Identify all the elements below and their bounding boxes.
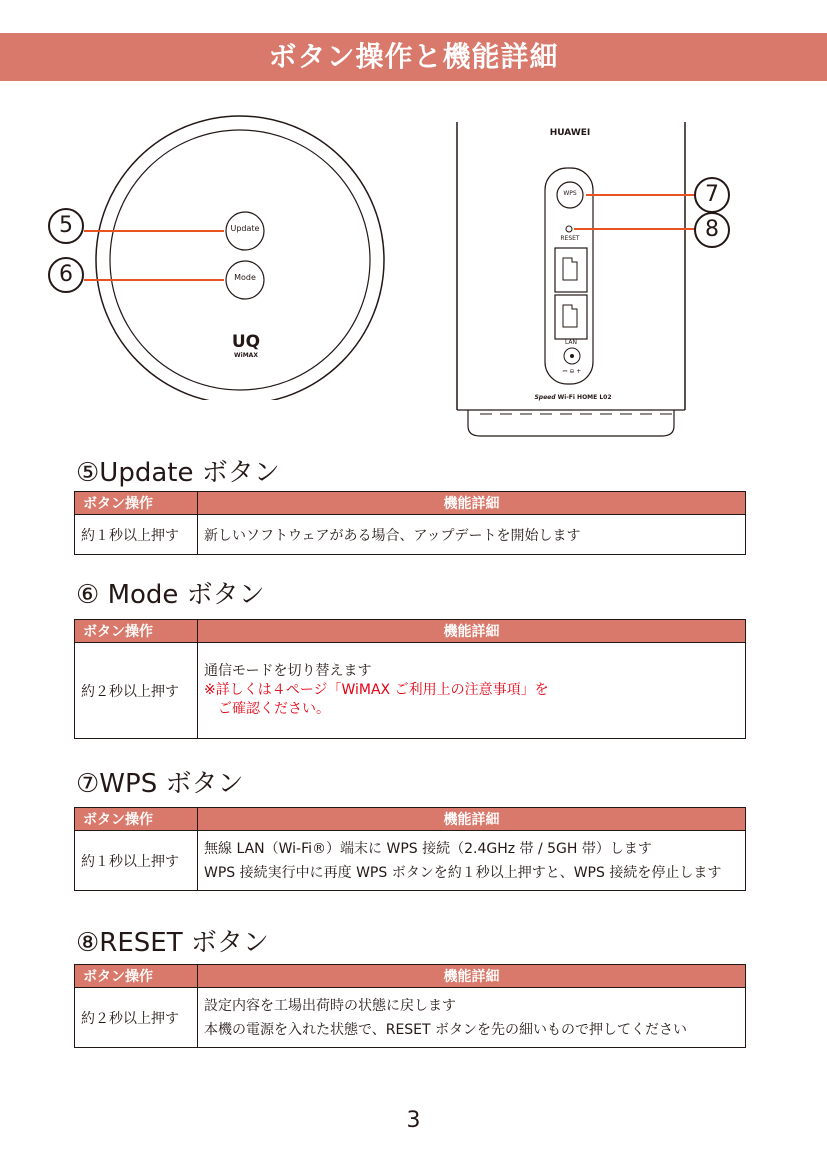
table-header-row (75, 492, 746, 515)
table-row (75, 831, 746, 891)
logo-wimax: WiMAX (234, 352, 258, 359)
device-top-view (40, 110, 420, 400)
device-rear-illustration (440, 110, 740, 440)
header-detail: 機能詳細 (198, 492, 746, 515)
header-op: ボタン操作 (75, 965, 198, 988)
section-title-update: ⑤Update ボタン (76, 458, 280, 488)
detail-cell (198, 988, 746, 1048)
detail-cell (198, 831, 746, 891)
detail-cell (198, 515, 746, 555)
note-line: ※詳しくは４ページ「WiMAX ご利用上の注意事項」を (204, 682, 549, 698)
model-label (528, 394, 618, 401)
note-line: ご確認ください。 (204, 701, 330, 717)
section-title-mode: ⑥ Mode ボタン (76, 580, 265, 610)
detail-line: 本機の電源を入れた状態で、RESET ボタンを先の細いもので押してください (204, 1021, 688, 1038)
table-row (75, 988, 746, 1048)
lan-label: LAN (564, 339, 578, 346)
logo-uq: UQ (231, 332, 261, 352)
op-cell: 約２秒以上押す (75, 643, 198, 739)
callout-6: 6 (48, 257, 84, 293)
page-number: 3 (406, 1108, 421, 1133)
header-detail: 機能詳細 (198, 620, 746, 643)
mode-button[interactable]: Mode (234, 273, 256, 282)
table-header-row (75, 965, 746, 988)
brand-label: HUAWEI (549, 128, 591, 138)
detail-line: WPS 接続実行中に再度 WPS ボタンを約１秒以上押すと、WPS 接続を停止します (204, 864, 722, 881)
table-row (75, 643, 746, 739)
op-cell: 約１秒以上押す (75, 515, 198, 555)
op-cell: 約２秒以上押す (75, 988, 198, 1048)
mode-table (74, 619, 746, 739)
header-op: ボタン操作 (75, 492, 198, 515)
detail-cell (198, 643, 746, 739)
callout-7: 7 (694, 177, 730, 213)
reset-table (74, 964, 746, 1048)
reset-label: RESET (560, 235, 580, 242)
model-speed: Speed (534, 394, 556, 401)
table-header-row (75, 808, 746, 831)
update-table (74, 491, 746, 555)
op-cell: 約１秒以上押す (75, 831, 198, 891)
header-detail: 機能詳細 (198, 965, 746, 988)
section-title-wps: ⑦WPS ボタン (76, 769, 244, 799)
header-op: ボタン操作 (75, 620, 198, 643)
callout-5: 5 (48, 208, 84, 244)
model-name: Wi-Fi HOME L02 (557, 394, 612, 401)
device-rear-view (440, 110, 740, 440)
table-header-row (75, 620, 746, 643)
header-op: ボタン操作 (75, 808, 198, 831)
callout-8: 8 (694, 212, 730, 248)
detail-line: 通信モードを切り替えます (204, 663, 372, 679)
table-row (75, 515, 746, 555)
page-title: ボタン操作と機能詳細 (0, 33, 827, 81)
detail-line: 設定内容を工場出荷時の状態に戻します (204, 997, 456, 1014)
update-button[interactable]: Update (230, 224, 260, 233)
wps-button[interactable]: WPS (563, 190, 577, 197)
wps-table (74, 807, 746, 891)
detail-line: 新しいソフトウェアがある場合、アップデートを開始します (204, 527, 581, 544)
power-symbol: ⎓ ⊖ + (562, 368, 582, 375)
header-detail: 機能詳細 (198, 808, 746, 831)
section-title-reset: ⑧RESET ボタン (76, 928, 269, 958)
detail-line: 無線 LAN（Wi-Fi®）端末に WPS 接続（2.4GHz 帯 / 5GH 帯）します (204, 840, 652, 857)
